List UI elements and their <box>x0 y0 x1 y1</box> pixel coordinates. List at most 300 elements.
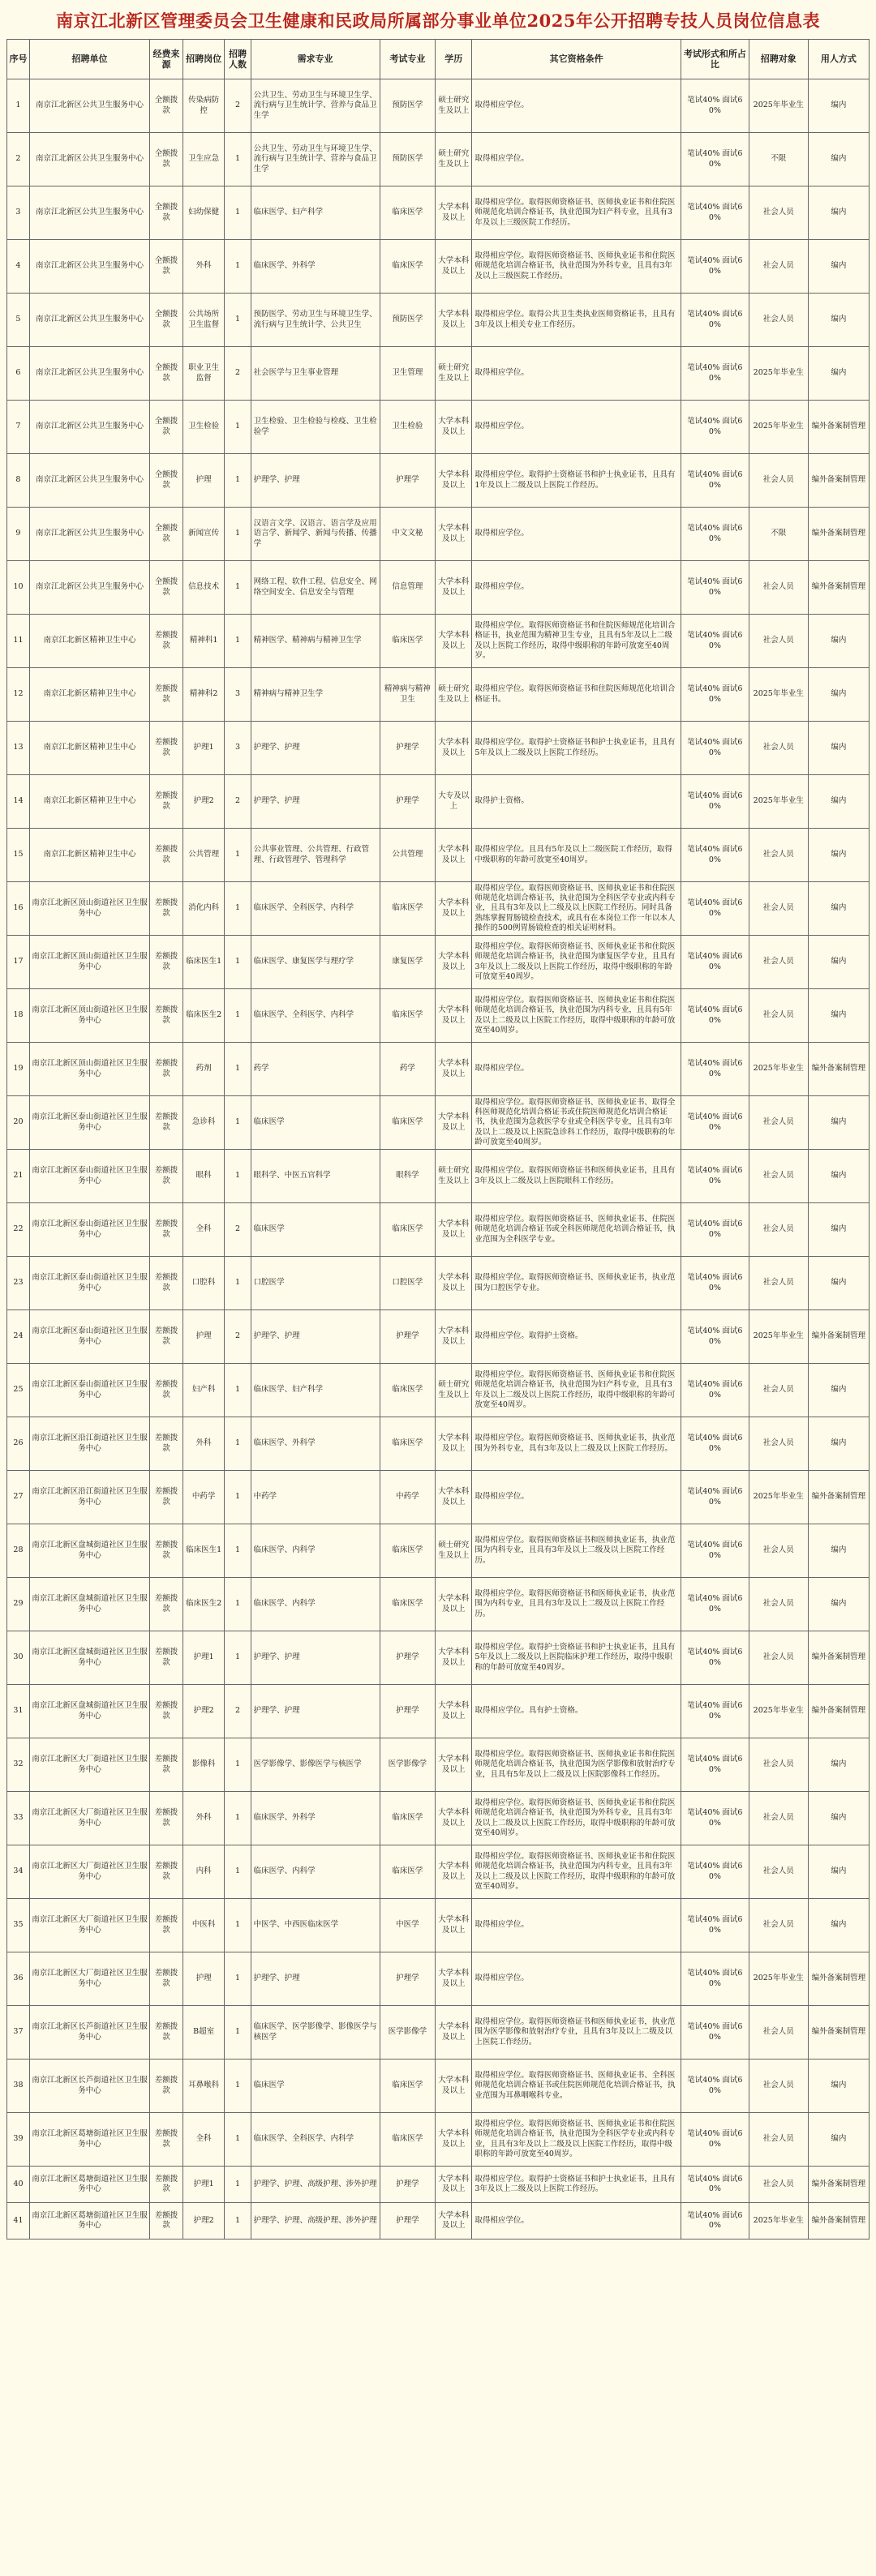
cell-major: 护理学、护理 <box>251 1631 380 1685</box>
cell-unit: 南京江北新区泰山街道社区卫生服务中心 <box>29 1364 149 1417</box>
cell-position: 公共场所卫生监督 <box>182 294 225 347</box>
cell-exam-form: 笔试40% 面试60% <box>681 1685 749 1738</box>
cell-requirements: 取得相应学位。取得护士资格证书和护士执业证书，且具有1年及以上二级及以上医院工作经历。 <box>472 454 681 508</box>
header-unit: 招聘单位 <box>29 40 149 79</box>
cell-position: 眼科 <box>182 1150 225 1203</box>
cell-major: 临床医学、医学影像学、影像医学与核医学 <box>251 2006 380 2060</box>
cell-major: 临床医学 <box>251 1203 380 1257</box>
cell-position: 护理1 <box>182 2167 225 2203</box>
cell-exam-major: 护理学 <box>380 775 436 829</box>
cell-requirements: 取得相应学位。取得医师资格证书、医师执业证书，执业范围为口腔医学专业。 <box>472 1257 681 1310</box>
cell-employment: 编内 <box>808 186 869 240</box>
cell-count: 1 <box>225 401 251 454</box>
cell-seq: 29 <box>7 1578 30 1631</box>
cell-exam-major: 精神病与精神卫生 <box>380 668 436 722</box>
table-row <box>7 829 870 882</box>
cell-seq: 7 <box>7 401 30 454</box>
cell-count: 2 <box>225 1685 251 1738</box>
cell-unit: 南京江北新区沿江街道社区卫生服务中心 <box>29 1471 149 1524</box>
table-row <box>7 1096 870 1150</box>
cell-major: 临床医学 <box>251 1096 380 1150</box>
cell-major: 护理学、护理 <box>251 722 380 775</box>
cell-exam-major: 预防医学 <box>380 79 436 133</box>
cell-target: 社会人员 <box>749 882 808 936</box>
cell-seq: 13 <box>7 722 30 775</box>
cell-exam-form: 笔试40% 面试60% <box>681 1150 749 1203</box>
cell-employment: 编外备案制管理 <box>808 2167 869 2203</box>
cell-position: 护理2 <box>182 775 225 829</box>
cell-employment: 编外备案制管理 <box>808 2006 869 2060</box>
cell-exam-major: 临床医学 <box>380 989 436 1043</box>
cell-unit: 南京江北新区大厂街道社区卫生服务中心 <box>29 1792 149 1845</box>
cell-target: 社会人员 <box>749 989 808 1043</box>
cell-funding: 全额拨款 <box>150 240 183 294</box>
cell-exam-major: 预防医学 <box>380 294 436 347</box>
cell-exam-form: 笔试40% 面试60% <box>681 882 749 936</box>
cell-unit: 南京江北新区公共卫生服务中心 <box>29 240 149 294</box>
cell-seq: 30 <box>7 1631 30 1685</box>
cell-unit: 南京江北新区公共卫生服务中心 <box>29 294 149 347</box>
cell-funding: 全额拨款 <box>150 508 183 561</box>
cell-major: 临床医学、内科学 <box>251 1524 380 1578</box>
cell-target: 社会人员 <box>749 722 808 775</box>
cell-requirements: 取得相应学位。取得医师资格证书、医师执业证书和住院医师规范化培训合格证书，执业范围为外科专业，且具有3年及以上三级医院工作经历。 <box>472 240 681 294</box>
cell-education: 大学本科及以上 <box>436 936 472 989</box>
table-row <box>7 186 870 240</box>
cell-employment: 编外备案制管理 <box>808 454 869 508</box>
table-row <box>7 240 870 294</box>
cell-funding: 差额拨款 <box>150 882 183 936</box>
cell-major: 护理学、护理、高级护理、涉外护理 <box>251 2203 380 2240</box>
cell-funding: 差额拨款 <box>150 1417 183 1471</box>
cell-education: 大学本科及以上 <box>436 1043 472 1096</box>
table-row <box>7 615 870 668</box>
cell-count: 2 <box>225 1310 251 1364</box>
cell-requirements: 取得相应学位。 <box>472 1471 681 1524</box>
cell-requirements: 取得相应学位。取得医师资格证书、医师执业证书、全科医师规范化培训合格证书或住院医师规范化培训合格证书，执业范围为耳鼻咽喉科专业。 <box>472 2060 681 2113</box>
header-employment: 用人方式 <box>808 40 869 79</box>
cell-requirements: 取得相应学位。取得医师资格证书、医师执业证书和住院医师规范化培训合格证书，执业范围为康复医学专业，且具有3年及以上二级及以上医院工作经历，取得中级职称的年龄可放宽至40周岁。 <box>472 936 681 989</box>
cell-unit: 南京江北新区大厂街道社区卫生服务中心 <box>29 1738 149 1792</box>
cell-exam-form: 笔试40% 面试60% <box>681 2006 749 2060</box>
cell-employment: 编外备案制管理 <box>808 1631 869 1685</box>
cell-unit: 南京江北新区公共卫生服务中心 <box>29 186 149 240</box>
cell-position: 卫生应急 <box>182 133 225 186</box>
cell-unit: 南京江北新区顶山街道社区卫生服务中心 <box>29 936 149 989</box>
cell-funding: 全额拨款 <box>150 79 183 133</box>
cell-employment: 编内 <box>808 240 869 294</box>
cell-education: 大学本科及以上 <box>436 1952 472 2006</box>
cell-exam-form: 笔试40% 面试60% <box>681 1471 749 1524</box>
table-row <box>7 1899 870 1952</box>
cell-employment: 编内 <box>808 133 869 186</box>
cell-unit: 南京江北新区泰山街道社区卫生服务中心 <box>29 1096 149 1150</box>
cell-count: 1 <box>225 2203 251 2240</box>
cell-funding: 差额拨款 <box>150 615 183 668</box>
cell-position: 全科 <box>182 2113 225 2167</box>
cell-requirements: 取得相应学位。 <box>472 1952 681 2006</box>
cell-exam-major: 临床医学 <box>380 1578 436 1631</box>
cell-requirements: 取得相应学位。 <box>472 508 681 561</box>
cell-unit: 南京江北新区精神卫生中心 <box>29 722 149 775</box>
cell-seq: 41 <box>7 2203 30 2240</box>
cell-funding: 全额拨款 <box>150 294 183 347</box>
cell-position: 药剂 <box>182 1043 225 1096</box>
cell-education: 大学本科及以上 <box>436 1471 472 1524</box>
cell-unit: 南京江北新区公共卫生服务中心 <box>29 454 149 508</box>
cell-count: 1 <box>225 186 251 240</box>
cell-major: 临床医学、内科学 <box>251 1845 380 1899</box>
cell-seq: 12 <box>7 668 30 722</box>
cell-position: 卫生检验 <box>182 401 225 454</box>
cell-seq: 38 <box>7 2060 30 2113</box>
table-row <box>7 508 870 561</box>
cell-employment: 编外备案制管理 <box>808 561 869 615</box>
cell-employment: 编内 <box>808 1578 869 1631</box>
table-row <box>7 1203 870 1257</box>
cell-major: 中医学、中西医临床医学 <box>251 1899 380 1952</box>
cell-exam-form: 笔试40% 面试60% <box>681 1524 749 1578</box>
header-seq: 序号 <box>7 40 30 79</box>
cell-funding: 差额拨款 <box>150 936 183 989</box>
cell-education: 大学本科及以上 <box>436 829 472 882</box>
cell-major: 临床医学、妇产科学 <box>251 186 380 240</box>
cell-requirements: 取得相应学位。 <box>472 79 681 133</box>
cell-requirements: 取得相应学位。取得医师资格证书、医师执业证书和住院医师规范化培训合格证书，执业范围为外科专业，且具有3年及以上二级及以上医院工作经历，取得中级职称的年龄可放宽至40周岁。 <box>472 1792 681 1845</box>
cell-position: 护理 <box>182 454 225 508</box>
cell-position: B超室 <box>182 2006 225 2060</box>
table-row <box>7 668 870 722</box>
cell-requirements: 取得相应学位。取得医师资格证书和住院医师规范化培训合格证书。 <box>472 668 681 722</box>
cell-unit: 南京江北新区精神卫生中心 <box>29 668 149 722</box>
cell-unit: 南京江北新区葛塘街道社区卫生服务中心 <box>29 2167 149 2203</box>
cell-target: 社会人员 <box>749 1364 808 1417</box>
cell-education: 大学本科及以上 <box>436 989 472 1043</box>
cell-exam-major: 临床医学 <box>380 1096 436 1150</box>
cell-seq: 22 <box>7 1203 30 1257</box>
table-row <box>7 561 870 615</box>
cell-exam-major: 护理学 <box>380 454 436 508</box>
document-title: 南京江北新区管理委员会卫生健康和民政局所属部分事业单位2025年公开招聘专技人员岗位信息表 <box>56 11 820 31</box>
cell-count: 1 <box>225 1792 251 1845</box>
cell-seq: 2 <box>7 133 30 186</box>
cell-exam-form: 笔试40% 面试60% <box>681 347 749 401</box>
table-row <box>7 775 870 829</box>
header-exam-form: 考试形式和所占比 <box>681 40 749 79</box>
table-row <box>7 1845 870 1899</box>
cell-target: 2025年毕业生 <box>749 2203 808 2240</box>
cell-employment: 编内 <box>808 1203 869 1257</box>
cell-exam-form: 笔试40% 面试60% <box>681 1845 749 1899</box>
cell-seq: 21 <box>7 1150 30 1203</box>
cell-seq: 4 <box>7 240 30 294</box>
cell-major: 精神医学、精神病与精神卫生学 <box>251 615 380 668</box>
table-row <box>7 1631 870 1685</box>
cell-position: 护理 <box>182 1310 225 1364</box>
cell-funding: 差额拨款 <box>150 1792 183 1845</box>
cell-funding: 差额拨款 <box>150 1524 183 1578</box>
cell-funding: 差额拨款 <box>150 829 183 882</box>
cell-seq: 33 <box>7 1792 30 1845</box>
cell-employment: 编内 <box>808 347 869 401</box>
cell-seq: 20 <box>7 1096 30 1150</box>
cell-exam-major: 中药学 <box>380 1471 436 1524</box>
cell-employment: 编内 <box>808 1899 869 1952</box>
cell-funding: 差额拨款 <box>150 1578 183 1631</box>
cell-count: 1 <box>225 2167 251 2203</box>
cell-education: 硕士研究生及以上 <box>436 1150 472 1203</box>
cell-unit: 南京江北新区葛塘街道社区卫生服务中心 <box>29 2203 149 2240</box>
cell-position: 精神科1 <box>182 615 225 668</box>
cell-requirements: 取得相应学位。 <box>472 401 681 454</box>
cell-requirements: 取得相应学位。取得医师资格证书、医师执业证书、取得全科医师规范化培训合格证书或住院医师规范化培训合格证书，执业范围为急救医学专业或全科医学专业，且具有3年及以上二级及以上医院急诊科工作经历，取得中级职称的年龄可放宽至40周岁。 <box>472 1096 681 1150</box>
cell-target: 社会人员 <box>749 561 808 615</box>
cell-target: 社会人员 <box>749 240 808 294</box>
cell-exam-major: 中文文秘 <box>380 508 436 561</box>
cell-major: 汉语言文学、汉语言、语言学及应用语言学、新闻学、新闻与传播、传播学 <box>251 508 380 561</box>
table-row <box>7 1471 870 1524</box>
cell-education: 大学本科及以上 <box>436 1792 472 1845</box>
cell-exam-form: 笔试40% 面试60% <box>681 79 749 133</box>
cell-exam-form: 笔试40% 面试60% <box>681 775 749 829</box>
cell-funding: 全额拨款 <box>150 186 183 240</box>
cell-education: 大学本科及以上 <box>436 508 472 561</box>
cell-exam-form: 笔试40% 面试60% <box>681 561 749 615</box>
cell-target: 社会人员 <box>749 1578 808 1631</box>
table-row <box>7 722 870 775</box>
cell-major: 临床医学 <box>251 2060 380 2113</box>
cell-position: 职业卫生监督 <box>182 347 225 401</box>
cell-exam-form: 笔试40% 面试60% <box>681 2060 749 2113</box>
cell-unit: 南京江北新区长芦街道社区卫生服务中心 <box>29 2060 149 2113</box>
cell-exam-major: 卫生管理 <box>380 347 436 401</box>
cell-exam-form: 笔试40% 面试60% <box>681 1952 749 2006</box>
cell-funding: 差额拨款 <box>150 2006 183 2060</box>
cell-education: 大学本科及以上 <box>436 1631 472 1685</box>
cell-major: 卫生检验、卫生检验与检疫、卫生检验学 <box>251 401 380 454</box>
cell-funding: 差额拨款 <box>150 2060 183 2113</box>
cell-position: 新闻宣传 <box>182 508 225 561</box>
cell-exam-form: 笔试40% 面试60% <box>681 668 749 722</box>
cell-exam-form: 笔试40% 面试60% <box>681 1792 749 1845</box>
cell-employment: 编内 <box>808 1364 869 1417</box>
cell-exam-major: 临床医学 <box>380 882 436 936</box>
cell-target: 社会人员 <box>749 829 808 882</box>
cell-target: 2025年毕业生 <box>749 347 808 401</box>
cell-unit: 南京江北新区公共卫生服务中心 <box>29 347 149 401</box>
cell-requirements: 取得相应学位。取得医师资格证书、医师执业证书和住院医师规范化培训合格证书，执业范围为妇产科专业，且具有3年及以上三级医院工作经历。 <box>472 186 681 240</box>
cell-exam-major: 护理学 <box>380 1631 436 1685</box>
cell-exam-major: 临床医学 <box>380 1792 436 1845</box>
cell-unit: 南京江北新区盘城街道社区卫生服务中心 <box>29 1578 149 1631</box>
cell-requirements: 取得相应学位。取得医师资格证书、医师执业证书，执业范围为外科专业，具有3年及以上二级及以上医院工作经历。 <box>472 1417 681 1471</box>
cell-exam-form: 笔试40% 面试60% <box>681 454 749 508</box>
table-row <box>7 1738 870 1792</box>
cell-position: 影像科 <box>182 1738 225 1792</box>
cell-education: 大专及以上 <box>436 775 472 829</box>
cell-major: 公共事业管理、公共管理、行政管理、行政管理学、管理科学 <box>251 829 380 882</box>
cell-position: 内科 <box>182 1845 225 1899</box>
cell-major: 护理学、护理 <box>251 1952 380 2006</box>
cell-count: 3 <box>225 722 251 775</box>
cell-education: 大学本科及以上 <box>436 2203 472 2240</box>
cell-major: 临床医学、外科学 <box>251 1417 380 1471</box>
cell-count: 2 <box>225 79 251 133</box>
cell-count: 1 <box>225 2060 251 2113</box>
cell-seq: 6 <box>7 347 30 401</box>
cell-target: 2025年毕业生 <box>749 668 808 722</box>
cell-exam-form: 笔试40% 面试60% <box>681 1899 749 1952</box>
cell-exam-form: 笔试40% 面试60% <box>681 508 749 561</box>
cell-target: 社会人员 <box>749 2006 808 2060</box>
cell-requirements: 取得相应学位。 <box>472 1899 681 1952</box>
cell-funding: 差额拨款 <box>150 1631 183 1685</box>
cell-education: 大学本科及以上 <box>436 401 472 454</box>
cell-requirements: 取得相应学位。取得护士资格证书和护士执业证书，且具有5年及以上二级及以上医院工作经历。 <box>472 722 681 775</box>
cell-education: 大学本科及以上 <box>436 722 472 775</box>
cell-requirements: 取得护士资格。 <box>472 775 681 829</box>
cell-count: 1 <box>225 1738 251 1792</box>
cell-exam-form: 笔试40% 面试60% <box>681 1364 749 1417</box>
cell-requirements: 取得相应学位。取得医师资格证书和住院医师规范化培训合格证书，执业范围为精神卫生专业，且具有5年及以上二级及以上医院工作经历，取得中级职称的年龄可放宽至40周岁。 <box>472 615 681 668</box>
cell-target: 社会人员 <box>749 294 808 347</box>
cell-count: 1 <box>225 1364 251 1417</box>
cell-unit: 南京江北新区泰山街道社区卫生服务中心 <box>29 1150 149 1203</box>
cell-employment: 编外备案制管理 <box>808 508 869 561</box>
cell-education: 大学本科及以上 <box>436 615 472 668</box>
cell-count: 2 <box>225 347 251 401</box>
cell-target: 社会人员 <box>749 1203 808 1257</box>
cell-target: 2025年毕业生 <box>749 1043 808 1096</box>
cell-unit: 南京江北新区公共卫生服务中心 <box>29 133 149 186</box>
cell-target: 社会人员 <box>749 2167 808 2203</box>
cell-employment: 编外备案制管理 <box>808 2203 869 2240</box>
cell-exam-major: 公共管理 <box>380 829 436 882</box>
cell-major: 临床医学、全科医学、内科学 <box>251 2113 380 2167</box>
cell-seq: 11 <box>7 615 30 668</box>
cell-requirements: 取得相应学位。取得护士资格证书和护士执业证书，且具有3年及以上二级及以上医院工作经历。 <box>472 2167 681 2203</box>
cell-exam-form: 笔试40% 面试60% <box>681 1578 749 1631</box>
cell-major: 中药学 <box>251 1471 380 1524</box>
cell-count: 1 <box>225 615 251 668</box>
header-major: 需求专业 <box>251 40 380 79</box>
cell-employment: 编外备案制管理 <box>808 1952 869 2006</box>
table-row <box>7 1792 870 1845</box>
cell-major: 临床医学、康复医学与理疗学 <box>251 936 380 989</box>
cell-unit: 南京江北新区公共卫生服务中心 <box>29 401 149 454</box>
table-row <box>7 79 870 133</box>
cell-seq: 35 <box>7 1899 30 1952</box>
cell-count: 1 <box>225 561 251 615</box>
cell-target: 社会人员 <box>749 1899 808 1952</box>
cell-exam-major: 护理学 <box>380 722 436 775</box>
cell-exam-form: 笔试40% 面试60% <box>681 240 749 294</box>
cell-employment: 编内 <box>808 79 869 133</box>
cell-exam-form: 笔试40% 面试60% <box>681 1310 749 1364</box>
cell-employment: 编内 <box>808 989 869 1043</box>
cell-count: 1 <box>225 1471 251 1524</box>
cell-major: 公共卫生、劳动卫生与环境卫生学、流行病与卫生统计学、营养与食品卫生学 <box>251 133 380 186</box>
cell-requirements: 取得相应学位。取得医师资格证书和医师执业证书，执业范围为医学影像和放射治疗专业，且具有3年及以上二级及以上医院工作经历。 <box>472 2006 681 2060</box>
cell-position: 外科 <box>182 1417 225 1471</box>
cell-target: 社会人员 <box>749 1738 808 1792</box>
cell-requirements: 取得相应学位。取得医师资格证书、医师执业证书和住院医师规范化培训合格证书，执业范围为医学影像和放射治疗专业，且具有5年及以上二级及以上医院影像科工作经历。 <box>472 1738 681 1792</box>
cell-requirements: 取得相应学位。取得医师资格证书、医师执业证书和住院医师规范化培训合格证书，执业范围为全科医学专业或内科专业，且具有3年及以上二级及以上医院工作经历。同时具备熟练掌握胃肠镜检查技术，或具有在本岗位工作一年以本人操作的500例胃肠镜检查的相关证明材料。 <box>472 882 681 936</box>
cell-exam-major: 临床医学 <box>380 1845 436 1899</box>
cell-major: 临床医学、全科医学、内科学 <box>251 882 380 936</box>
table-row <box>7 294 870 347</box>
cell-exam-major: 口腔医学 <box>380 1257 436 1310</box>
cell-education: 大学本科及以上 <box>436 2006 472 2060</box>
cell-employment: 编外备案制管理 <box>808 1471 869 1524</box>
header-row <box>7 40 870 79</box>
cell-employment: 编外备案制管理 <box>808 401 869 454</box>
cell-seq: 9 <box>7 508 30 561</box>
cell-education: 大学本科及以上 <box>436 2113 472 2167</box>
cell-position: 临床医生1 <box>182 936 225 989</box>
cell-target: 社会人员 <box>749 615 808 668</box>
cell-exam-form: 笔试40% 面试60% <box>681 1043 749 1096</box>
cell-education: 大学本科及以上 <box>436 2167 472 2203</box>
cell-count: 1 <box>225 1845 251 1899</box>
cell-target: 社会人员 <box>749 1792 808 1845</box>
cell-employment: 编外备案制管理 <box>808 1310 869 1364</box>
cell-exam-form: 笔试40% 面试60% <box>681 1203 749 1257</box>
cell-exam-form: 笔试40% 面试60% <box>681 1738 749 1792</box>
cell-seq: 14 <box>7 775 30 829</box>
cell-requirements: 取得相应学位。取得医师资格证书、医师执业证书和住院医师规范化培训合格证书，执业范围为妇产科专业，且具有3年及以上二级及以上医院工作经历，取得中级职称的年龄可放宽至40周岁。 <box>472 1364 681 1417</box>
cell-position: 护理1 <box>182 1631 225 1685</box>
cell-education: 大学本科及以上 <box>436 882 472 936</box>
cell-requirements: 取得相应学位。 <box>472 347 681 401</box>
cell-employment: 编内 <box>808 1150 869 1203</box>
cell-count: 1 <box>225 294 251 347</box>
cell-exam-form: 笔试40% 面试60% <box>681 401 749 454</box>
cell-target: 2025年毕业生 <box>749 1952 808 2006</box>
cell-employment: 编内 <box>808 1738 869 1792</box>
cell-funding: 差额拨款 <box>150 1096 183 1150</box>
cell-employment: 编内 <box>808 1257 869 1310</box>
cell-employment: 编内 <box>808 1417 869 1471</box>
cell-target: 社会人员 <box>749 1257 808 1310</box>
cell-exam-major: 临床医学 <box>380 186 436 240</box>
cell-target: 社会人员 <box>749 1845 808 1899</box>
header-target: 招聘对象 <box>749 40 808 79</box>
cell-requirements: 取得相应学位。取得医师资格证书和医师执业证书，且具有3年及以上二级及以上医院眼科工作经历。 <box>472 1150 681 1203</box>
table-row <box>7 1578 870 1631</box>
cell-position: 全科 <box>182 1203 225 1257</box>
cell-target: 2025年毕业生 <box>749 1685 808 1738</box>
cell-unit: 南京江北新区精神卫生中心 <box>29 615 149 668</box>
cell-position: 护理2 <box>182 2203 225 2240</box>
cell-unit: 南京江北新区葛塘街道社区卫生服务中心 <box>29 2113 149 2167</box>
cell-requirements: 取得相应学位。取得医师资格证书、医师执业证书和住院医师规范化培训合格证书，执业范围为内科专业，且具有5年及以上二级及以上医院工作经历，取得中级职称的年龄可放宽至40周岁。 <box>472 989 681 1043</box>
cell-exam-major: 护理学 <box>380 1685 436 1738</box>
cell-target: 2025年毕业生 <box>749 775 808 829</box>
cell-exam-major: 护理学 <box>380 1310 436 1364</box>
cell-education: 大学本科及以上 <box>436 1845 472 1899</box>
cell-major: 药学 <box>251 1043 380 1096</box>
cell-exam-form: 笔试40% 面试60% <box>681 2113 749 2167</box>
cell-education: 大学本科及以上 <box>436 1899 472 1952</box>
cell-funding: 差额拨款 <box>150 2167 183 2203</box>
cell-exam-major: 临床医学 <box>380 1524 436 1578</box>
cell-major: 网络工程、软件工程、信息安全、网络空间安全、信息安全与管理 <box>251 561 380 615</box>
cell-count: 1 <box>225 508 251 561</box>
cell-exam-major: 康复医学 <box>380 936 436 989</box>
cell-target: 社会人员 <box>749 1417 808 1471</box>
table-row <box>7 133 870 186</box>
